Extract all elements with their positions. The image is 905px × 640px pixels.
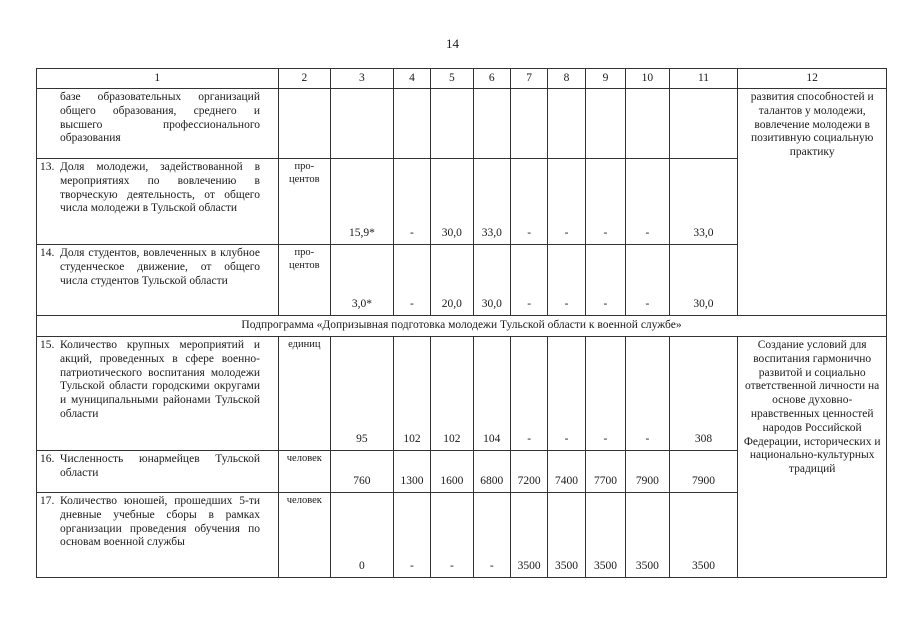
- value-cell: 3500: [626, 493, 669, 578]
- value-cell: 3,0*: [331, 245, 394, 316]
- value-cell: -: [431, 493, 473, 578]
- expected-result-cell: Создание условий для воспитания гармонично развитой и социально ответственной личности на основе духовно-нравственных ценностей народов Российской Федерации, исторических и национально-культурных традиций: [738, 337, 887, 578]
- value-cell: 1600: [431, 451, 473, 493]
- value-cell: -: [626, 337, 669, 451]
- value-cell: 33,0: [669, 159, 738, 245]
- unit-cell: [278, 89, 331, 159]
- value-cell: -: [626, 245, 669, 316]
- column-header: 8: [548, 69, 585, 89]
- indicator-cell: [37, 337, 279, 451]
- value-cell: -: [585, 337, 625, 451]
- value-cell: 30,0: [431, 159, 473, 245]
- indicator-text: Доля молодежи, задействованной в мероприятиях по вовлечению в творческую деятельность, от общего числа молодежи в Тульской области: [60, 161, 260, 215]
- value-cell: 3500: [669, 493, 738, 578]
- column-header: 6: [473, 69, 510, 89]
- page-number: 14: [446, 36, 459, 51]
- value-cell: 30,0: [669, 245, 738, 316]
- indicator-text: Доля студентов, вовлеченных в клубное студенческое движение, от общего числа студентов Тульской области: [60, 247, 260, 287]
- value-cell: 102: [393, 337, 430, 451]
- value-cell: 3500: [585, 493, 625, 578]
- table-row: [37, 89, 887, 159]
- value-cell: [669, 89, 738, 159]
- subprogram-title: Подпрограмма «Допризывная подготовка молодежи Тульской области к военной службе»: [37, 316, 887, 337]
- value-cell: -: [510, 337, 547, 451]
- value-cell: -: [393, 159, 430, 245]
- value-cell: [626, 89, 669, 159]
- indicators-table: [36, 68, 887, 578]
- value-cell: 30,0: [473, 245, 510, 316]
- indicator-text: Численность юнармейцев Тульской области: [60, 453, 260, 479]
- value-cell: 33,0: [473, 159, 510, 245]
- table-row: [37, 337, 887, 451]
- value-cell: -: [548, 245, 585, 316]
- value-cell: -: [510, 245, 547, 316]
- value-cell: -: [626, 159, 669, 245]
- indicator-text: Количество юношей, прошедших 5-ти дневные учебные сборы в рамках организации проведения обучения по основам военной службы: [60, 495, 260, 549]
- indicator-text: базе образовательных организаций общего образования, среднего и высшего профессионального образования: [60, 91, 260, 145]
- value-cell: 95: [331, 337, 394, 451]
- value-cell: -: [548, 337, 585, 451]
- value-cell: [393, 89, 430, 159]
- row-number: 13.: [40, 161, 55, 173]
- row-number: 15.: [40, 339, 55, 351]
- unit-cell: про-центов: [278, 245, 331, 316]
- value-cell: 7200: [510, 451, 547, 493]
- unit-cell: единиц: [278, 337, 331, 451]
- value-cell: 1300: [393, 451, 430, 493]
- column-header: 9: [585, 69, 625, 89]
- value-cell: 104: [473, 337, 510, 451]
- row-number: 16.: [40, 453, 55, 465]
- expected-result-cell: развития способностей и талантов у молодежи, вовлечение молодежи в позитивную социальную практику: [738, 89, 887, 316]
- value-cell: [331, 89, 394, 159]
- column-header: 11: [669, 69, 738, 89]
- value-cell: -: [548, 159, 585, 245]
- unit-cell: человек: [278, 451, 331, 493]
- indicator-text: Количество крупных мероприятий и акций, проведенных в сфере военно-патриотического воспитания молодежи Тульской области городскими округами и муниципальными районами Тульской области: [60, 339, 260, 420]
- unit-cell: человек: [278, 493, 331, 578]
- column-header: 12: [738, 69, 887, 89]
- value-cell: 7900: [669, 451, 738, 493]
- value-cell: [510, 89, 547, 159]
- value-cell: 7900: [626, 451, 669, 493]
- column-header: 2: [278, 69, 331, 89]
- value-cell: -: [585, 159, 625, 245]
- value-cell: 102: [431, 337, 473, 451]
- value-cell: [548, 89, 585, 159]
- row-number: 17.: [40, 495, 55, 507]
- subprogram-row: [37, 316, 887, 337]
- value-cell: -: [585, 245, 625, 316]
- column-header: 10: [626, 69, 669, 89]
- value-cell: -: [393, 493, 430, 578]
- value-cell: 3500: [510, 493, 547, 578]
- value-cell: -: [393, 245, 430, 316]
- column-header: 3: [331, 69, 394, 89]
- unit-cell: про-центов: [278, 159, 331, 245]
- indicator-cell: [37, 89, 279, 159]
- value-cell: [473, 89, 510, 159]
- value-cell: 6800: [473, 451, 510, 493]
- value-cell: -: [510, 159, 547, 245]
- column-header: 4: [393, 69, 430, 89]
- column-number-row: [37, 69, 887, 89]
- column-header: 5: [431, 69, 473, 89]
- indicator-cell: [37, 493, 279, 578]
- value-cell: 20,0: [431, 245, 473, 316]
- column-header: 1: [37, 69, 279, 89]
- value-cell: -: [473, 493, 510, 578]
- value-cell: 308: [669, 337, 738, 451]
- value-cell: 7400: [548, 451, 585, 493]
- column-header: 7: [510, 69, 547, 89]
- indicator-cell: [37, 245, 279, 316]
- indicator-cell: [37, 159, 279, 245]
- value-cell: 3500: [548, 493, 585, 578]
- value-cell: [431, 89, 473, 159]
- value-cell: 7700: [585, 451, 625, 493]
- value-cell: [585, 89, 625, 159]
- row-number: 14.: [40, 247, 55, 259]
- value-cell: 15,9*: [331, 159, 394, 245]
- indicator-cell: [37, 451, 279, 493]
- value-cell: 760: [331, 451, 394, 493]
- value-cell: 0: [331, 493, 394, 578]
